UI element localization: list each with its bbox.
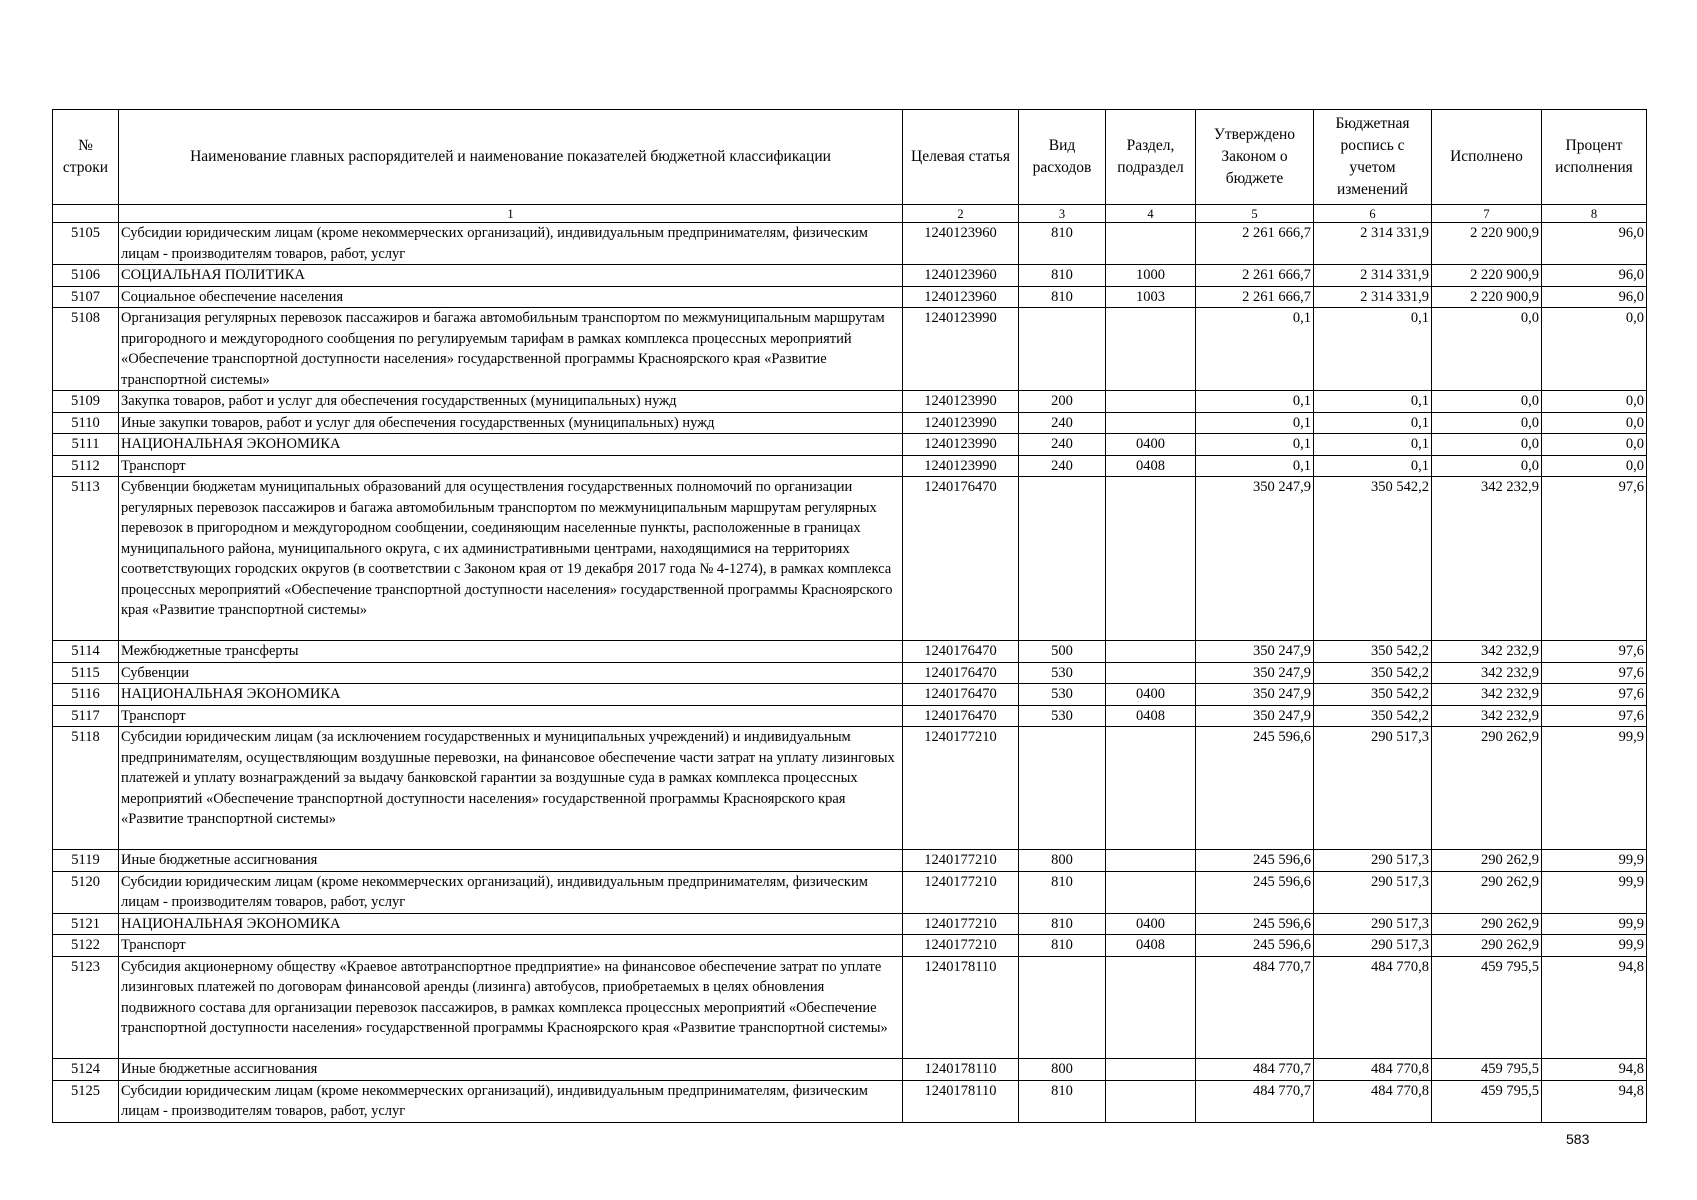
row-number: 5113 bbox=[53, 477, 119, 641]
row-section bbox=[1106, 477, 1196, 641]
row-name: Организация регулярных перевозок пассажиров и багажа автомобильным транспортом по межмуниципальным маршрутам пригородного и междугородного сообщения по регулируемым тарифам в рамках комплекса процессных мероприятий «Обеспечение транспортной доступности населения» государственной программы Красноярского края «Развитие транспортной системы» bbox=[119, 308, 903, 391]
row-expense-type: 810 bbox=[1019, 265, 1106, 287]
header-expense-type: Вид расходов bbox=[1019, 110, 1106, 205]
column-number: 6 bbox=[1314, 205, 1432, 223]
row-approved: 0,1 bbox=[1196, 412, 1314, 434]
row-approved: 484 770,7 bbox=[1196, 1080, 1314, 1122]
table-row bbox=[53, 477, 1647, 641]
row-budget-schedule: 290 517,3 bbox=[1314, 913, 1432, 935]
column-number: 1 bbox=[119, 205, 903, 223]
row-target-article: 1240177210 bbox=[903, 871, 1019, 913]
row-executed: 0,0 bbox=[1432, 412, 1542, 434]
row-target-article: 1240123960 bbox=[903, 286, 1019, 308]
column-number: 4 bbox=[1106, 205, 1196, 223]
header-section: Раздел, подраздел bbox=[1106, 110, 1196, 205]
row-target-article: 1240177210 bbox=[903, 913, 1019, 935]
row-number: 5115 bbox=[53, 662, 119, 684]
row-approved: 350 247,9 bbox=[1196, 477, 1314, 641]
row-executed: 459 795,5 bbox=[1432, 1059, 1542, 1081]
row-number: 5108 bbox=[53, 308, 119, 391]
table-row bbox=[53, 265, 1647, 287]
row-section bbox=[1106, 391, 1196, 413]
row-number: 5107 bbox=[53, 286, 119, 308]
table-row bbox=[53, 956, 1647, 1059]
row-budget-schedule: 2 314 331,9 bbox=[1314, 265, 1432, 287]
row-approved: 484 770,7 bbox=[1196, 1059, 1314, 1081]
row-executed: 290 262,9 bbox=[1432, 935, 1542, 957]
row-percent: 97,6 bbox=[1542, 477, 1647, 641]
row-executed: 459 795,5 bbox=[1432, 956, 1542, 1059]
row-executed: 342 232,9 bbox=[1432, 641, 1542, 663]
row-target-article: 1240176470 bbox=[903, 641, 1019, 663]
column-number-row bbox=[53, 205, 1647, 223]
row-executed: 2 220 900,9 bbox=[1432, 286, 1542, 308]
row-section: 1000 bbox=[1106, 265, 1196, 287]
table-row bbox=[53, 913, 1647, 935]
table-row bbox=[53, 391, 1647, 413]
row-executed: 2 220 900,9 bbox=[1432, 223, 1542, 265]
row-target-article: 1240177210 bbox=[903, 935, 1019, 957]
row-budget-schedule: 484 770,8 bbox=[1314, 956, 1432, 1059]
row-budget-schedule: 0,1 bbox=[1314, 412, 1432, 434]
row-target-article: 1240178110 bbox=[903, 956, 1019, 1059]
row-name: Иные закупки товаров, работ и услуг для обеспечения государственных (муниципальных) нужд bbox=[119, 412, 903, 434]
row-executed: 290 262,9 bbox=[1432, 913, 1542, 935]
row-budget-schedule: 290 517,3 bbox=[1314, 935, 1432, 957]
table-body bbox=[53, 223, 1647, 1123]
row-name: Субвенции бюджетам муниципальных образований для осуществления государственных полномочий по организации регулярных перевозок пассажиров и багажа автомобильным транспортом по межмуниципальным маршрутам регулярных перевозок в пригородном и междугородном сообщении, соединяющим населенные пункты, расположенные в границах муниципального района, муниципального округа, с их административными центрами, находящимися на территориях соответствующих городских округов (в соответствии с Законом края от 19 декабря 2017 года № 4-1274), в рамках комплекса процессных мероприятий «Обеспечение транспортной доступности населения» государственной программы Красноярского края «Развитие транспортной системы» bbox=[119, 477, 903, 641]
table-row bbox=[53, 412, 1647, 434]
row-budget-schedule: 0,1 bbox=[1314, 308, 1432, 391]
row-executed: 342 232,9 bbox=[1432, 705, 1542, 727]
row-approved: 2 261 666,7 bbox=[1196, 265, 1314, 287]
table-row bbox=[53, 705, 1647, 727]
header-row-number: № строки bbox=[53, 110, 119, 205]
row-target-article: 1240123990 bbox=[903, 308, 1019, 391]
row-budget-schedule: 2 314 331,9 bbox=[1314, 286, 1432, 308]
row-expense-type: 800 bbox=[1019, 1059, 1106, 1081]
page-number: 583 bbox=[1566, 1131, 1590, 1147]
column-number: 5 bbox=[1196, 205, 1314, 223]
row-expense-type: 810 bbox=[1019, 223, 1106, 265]
header-budget-schedule: Бюджетная роспись с учетом изменений bbox=[1314, 110, 1432, 205]
row-percent: 0,0 bbox=[1542, 434, 1647, 456]
row-approved: 350 247,9 bbox=[1196, 662, 1314, 684]
table-row bbox=[53, 684, 1647, 706]
row-target-article: 1240176470 bbox=[903, 684, 1019, 706]
row-budget-schedule: 484 770,8 bbox=[1314, 1059, 1432, 1081]
row-target-article: 1240176470 bbox=[903, 477, 1019, 641]
row-section bbox=[1106, 727, 1196, 850]
row-name: Иные бюджетные ассигнования bbox=[119, 850, 903, 872]
row-budget-schedule: 350 542,2 bbox=[1314, 705, 1432, 727]
row-percent: 0,0 bbox=[1542, 455, 1647, 477]
row-approved: 2 261 666,7 bbox=[1196, 286, 1314, 308]
header-percent: Процент исполнения bbox=[1542, 110, 1647, 205]
row-name: Субсидии юридическим лицам (кроме некоммерческих организаций), индивидуальным предпринимателям, физическим лицам - производителям товаров, работ, услуг bbox=[119, 871, 903, 913]
row-expense-type bbox=[1019, 477, 1106, 641]
row-number: 5105 bbox=[53, 223, 119, 265]
row-section bbox=[1106, 662, 1196, 684]
header-name: Наименование главных распорядителей и наименование показателей бюджетной классификации bbox=[119, 110, 903, 205]
table-row bbox=[53, 434, 1647, 456]
table-row bbox=[53, 223, 1647, 265]
header-row bbox=[53, 110, 1647, 205]
row-name: СОЦИАЛЬНАЯ ПОЛИТИКА bbox=[119, 265, 903, 287]
row-approved: 350 247,9 bbox=[1196, 641, 1314, 663]
row-number: 5109 bbox=[53, 391, 119, 413]
row-name: Транспорт bbox=[119, 705, 903, 727]
row-percent: 99,9 bbox=[1542, 850, 1647, 872]
row-expense-type bbox=[1019, 727, 1106, 850]
row-section bbox=[1106, 223, 1196, 265]
row-percent: 99,9 bbox=[1542, 913, 1647, 935]
row-expense-type: 530 bbox=[1019, 705, 1106, 727]
row-expense-type: 810 bbox=[1019, 913, 1106, 935]
header-approved: Утверждено Законом о бюджете bbox=[1196, 110, 1314, 205]
row-expense-type: 240 bbox=[1019, 455, 1106, 477]
row-expense-type: 500 bbox=[1019, 641, 1106, 663]
row-approved: 245 596,6 bbox=[1196, 850, 1314, 872]
row-approved: 350 247,9 bbox=[1196, 684, 1314, 706]
row-number: 5124 bbox=[53, 1059, 119, 1081]
row-section: 0408 bbox=[1106, 705, 1196, 727]
row-name: Субсидии юридическим лицам (за исключением государственных и муниципальных учреждений) и индивидуальным предпринимателям, осуществляющим воздушные перевозки, на финансовое обеспечение части затрат на уплату лизинговых платежей и уплату вознаграждений за выдачу банковской гарантии за воздушные суда в рамках комплекса процессных мероприятий «Обеспечение транспортной доступности населения» государственной программы Красноярского края «Развитие транспортной системы» bbox=[119, 727, 903, 850]
row-budget-schedule: 350 542,2 bbox=[1314, 477, 1432, 641]
row-name: Субсидии юридическим лицам (кроме некоммерческих организаций), индивидуальным предпринимателям, физическим лицам - производителям товаров, работ, услуг bbox=[119, 1080, 903, 1122]
table-row bbox=[53, 1080, 1647, 1122]
row-percent: 96,0 bbox=[1542, 223, 1647, 265]
row-approved: 245 596,6 bbox=[1196, 871, 1314, 913]
row-name: Закупка товаров, работ и услуг для обеспечения государственных (муниципальных) нужд bbox=[119, 391, 903, 413]
row-section bbox=[1106, 871, 1196, 913]
table-row bbox=[53, 850, 1647, 872]
row-executed: 342 232,9 bbox=[1432, 662, 1542, 684]
row-percent: 94,8 bbox=[1542, 956, 1647, 1059]
row-expense-type: 800 bbox=[1019, 850, 1106, 872]
row-section bbox=[1106, 1080, 1196, 1122]
header-executed: Исполнено bbox=[1432, 110, 1542, 205]
row-approved: 350 247,9 bbox=[1196, 705, 1314, 727]
column-number-empty bbox=[53, 205, 119, 223]
row-approved: 0,1 bbox=[1196, 308, 1314, 391]
row-executed: 342 232,9 bbox=[1432, 477, 1542, 641]
table-row bbox=[53, 1059, 1647, 1081]
row-number: 5106 bbox=[53, 265, 119, 287]
row-section bbox=[1106, 412, 1196, 434]
row-percent: 97,6 bbox=[1542, 705, 1647, 727]
row-percent: 94,8 bbox=[1542, 1080, 1647, 1122]
row-number: 5125 bbox=[53, 1080, 119, 1122]
table-row bbox=[53, 308, 1647, 391]
table-row bbox=[53, 662, 1647, 684]
row-executed: 0,0 bbox=[1432, 434, 1542, 456]
row-target-article: 1240123960 bbox=[903, 223, 1019, 265]
row-budget-schedule: 0,1 bbox=[1314, 434, 1432, 456]
row-name: Субвенции bbox=[119, 662, 903, 684]
row-name: Иные бюджетные ассигнования bbox=[119, 1059, 903, 1081]
table-header bbox=[53, 110, 1647, 223]
row-budget-schedule: 2 314 331,9 bbox=[1314, 223, 1432, 265]
table-row bbox=[53, 286, 1647, 308]
budget-table bbox=[52, 109, 1647, 1123]
row-section: 0400 bbox=[1106, 684, 1196, 706]
row-section: 1003 bbox=[1106, 286, 1196, 308]
row-executed: 342 232,9 bbox=[1432, 684, 1542, 706]
row-percent: 0,0 bbox=[1542, 308, 1647, 391]
row-number: 5122 bbox=[53, 935, 119, 957]
row-expense-type: 810 bbox=[1019, 286, 1106, 308]
row-percent: 99,9 bbox=[1542, 871, 1647, 913]
row-budget-schedule: 350 542,2 bbox=[1314, 641, 1432, 663]
row-number: 5110 bbox=[53, 412, 119, 434]
row-target-article: 1240123990 bbox=[903, 391, 1019, 413]
table-row bbox=[53, 727, 1647, 850]
row-expense-type: 530 bbox=[1019, 684, 1106, 706]
row-name: НАЦИОНАЛЬНАЯ ЭКОНОМИКА bbox=[119, 684, 903, 706]
row-section bbox=[1106, 956, 1196, 1059]
row-approved: 245 596,6 bbox=[1196, 913, 1314, 935]
row-target-article: 1240178110 bbox=[903, 1080, 1019, 1122]
row-percent: 96,0 bbox=[1542, 265, 1647, 287]
column-number: 8 bbox=[1542, 205, 1647, 223]
row-approved: 2 261 666,7 bbox=[1196, 223, 1314, 265]
row-approved: 484 770,7 bbox=[1196, 956, 1314, 1059]
row-percent: 97,6 bbox=[1542, 684, 1647, 706]
row-executed: 0,0 bbox=[1432, 308, 1542, 391]
row-target-article: 1240176470 bbox=[903, 705, 1019, 727]
row-expense-type: 810 bbox=[1019, 935, 1106, 957]
row-approved: 0,1 bbox=[1196, 434, 1314, 456]
row-percent: 99,9 bbox=[1542, 727, 1647, 850]
row-approved: 245 596,6 bbox=[1196, 935, 1314, 957]
row-target-article: 1240176470 bbox=[903, 662, 1019, 684]
row-budget-schedule: 0,1 bbox=[1314, 455, 1432, 477]
row-number: 5114 bbox=[53, 641, 119, 663]
row-number: 5112 bbox=[53, 455, 119, 477]
row-executed: 290 262,9 bbox=[1432, 727, 1542, 850]
row-percent: 97,6 bbox=[1542, 662, 1647, 684]
row-target-article: 1240178110 bbox=[903, 1059, 1019, 1081]
row-percent: 96,0 bbox=[1542, 286, 1647, 308]
row-target-article: 1240123990 bbox=[903, 412, 1019, 434]
row-percent: 99,9 bbox=[1542, 935, 1647, 957]
row-name: НАЦИОНАЛЬНАЯ ЭКОНОМИКА bbox=[119, 434, 903, 456]
table-row bbox=[53, 455, 1647, 477]
row-executed: 290 262,9 bbox=[1432, 850, 1542, 872]
row-target-article: 1240177210 bbox=[903, 727, 1019, 850]
row-section: 0408 bbox=[1106, 935, 1196, 957]
row-budget-schedule: 350 542,2 bbox=[1314, 684, 1432, 706]
row-target-article: 1240123960 bbox=[903, 265, 1019, 287]
row-budget-schedule: 484 770,8 bbox=[1314, 1080, 1432, 1122]
row-name: Социальное обеспечение населения bbox=[119, 286, 903, 308]
row-number: 5111 bbox=[53, 434, 119, 456]
row-executed: 459 795,5 bbox=[1432, 1080, 1542, 1122]
row-approved: 0,1 bbox=[1196, 455, 1314, 477]
table-row bbox=[53, 871, 1647, 913]
row-number: 5121 bbox=[53, 913, 119, 935]
row-approved: 0,1 bbox=[1196, 391, 1314, 413]
column-number: 7 bbox=[1432, 205, 1542, 223]
row-name: Транспорт bbox=[119, 455, 903, 477]
row-target-article: 1240177210 bbox=[903, 850, 1019, 872]
row-name: Межбюджетные трансферты bbox=[119, 641, 903, 663]
row-budget-schedule: 290 517,3 bbox=[1314, 871, 1432, 913]
row-name: Транспорт bbox=[119, 935, 903, 957]
row-number: 5123 bbox=[53, 956, 119, 1059]
row-expense-type: 810 bbox=[1019, 871, 1106, 913]
row-executed: 290 262,9 bbox=[1432, 871, 1542, 913]
row-section bbox=[1106, 308, 1196, 391]
header-target-article: Целевая статья bbox=[903, 110, 1019, 205]
row-budget-schedule: 0,1 bbox=[1314, 391, 1432, 413]
row-executed: 0,0 bbox=[1432, 391, 1542, 413]
row-percent: 0,0 bbox=[1542, 391, 1647, 413]
row-expense-type: 200 bbox=[1019, 391, 1106, 413]
row-name: НАЦИОНАЛЬНАЯ ЭКОНОМИКА bbox=[119, 913, 903, 935]
row-name: Субсидии юридическим лицам (кроме некоммерческих организаций), индивидуальным предпринимателям, физическим лицам - производителям товаров, работ, услуг bbox=[119, 223, 903, 265]
row-expense-type bbox=[1019, 956, 1106, 1059]
row-expense-type bbox=[1019, 308, 1106, 391]
row-target-article: 1240123990 bbox=[903, 455, 1019, 477]
row-number: 5120 bbox=[53, 871, 119, 913]
row-section bbox=[1106, 641, 1196, 663]
row-section: 0400 bbox=[1106, 434, 1196, 456]
row-expense-type: 530 bbox=[1019, 662, 1106, 684]
row-name: Субсидия акционерному обществу «Краевое автотранспортное предприятие» на финансовое обеспечение затрат по уплате лизинговых платежей по договорам финансовой аренды (лизинга) автобусов, приобретаемых в целях обновления подвижного состава для организации перевозок пассажиров, в рамках комплекса процессных мероприятий «Обеспечение транспортной доступности населения» государственной программы Красноярского края «Развитие транспортной системы» bbox=[119, 956, 903, 1059]
row-budget-schedule: 290 517,3 bbox=[1314, 850, 1432, 872]
row-expense-type: 240 bbox=[1019, 434, 1106, 456]
row-executed: 2 220 900,9 bbox=[1432, 265, 1542, 287]
row-expense-type: 810 bbox=[1019, 1080, 1106, 1122]
row-percent: 0,0 bbox=[1542, 412, 1647, 434]
row-budget-schedule: 290 517,3 bbox=[1314, 727, 1432, 850]
row-section bbox=[1106, 1059, 1196, 1081]
row-approved: 245 596,6 bbox=[1196, 727, 1314, 850]
row-percent: 97,6 bbox=[1542, 641, 1647, 663]
row-budget-schedule: 350 542,2 bbox=[1314, 662, 1432, 684]
table-row bbox=[53, 935, 1647, 957]
column-number: 3 bbox=[1019, 205, 1106, 223]
column-number: 2 bbox=[903, 205, 1019, 223]
row-number: 5116 bbox=[53, 684, 119, 706]
row-expense-type: 240 bbox=[1019, 412, 1106, 434]
row-section bbox=[1106, 850, 1196, 872]
row-section: 0408 bbox=[1106, 455, 1196, 477]
row-percent: 94,8 bbox=[1542, 1059, 1647, 1081]
row-target-article: 1240123990 bbox=[903, 434, 1019, 456]
table-row bbox=[53, 641, 1647, 663]
row-number: 5118 bbox=[53, 727, 119, 850]
row-number: 5117 bbox=[53, 705, 119, 727]
row-executed: 0,0 bbox=[1432, 455, 1542, 477]
row-section: 0400 bbox=[1106, 913, 1196, 935]
row-number: 5119 bbox=[53, 850, 119, 872]
